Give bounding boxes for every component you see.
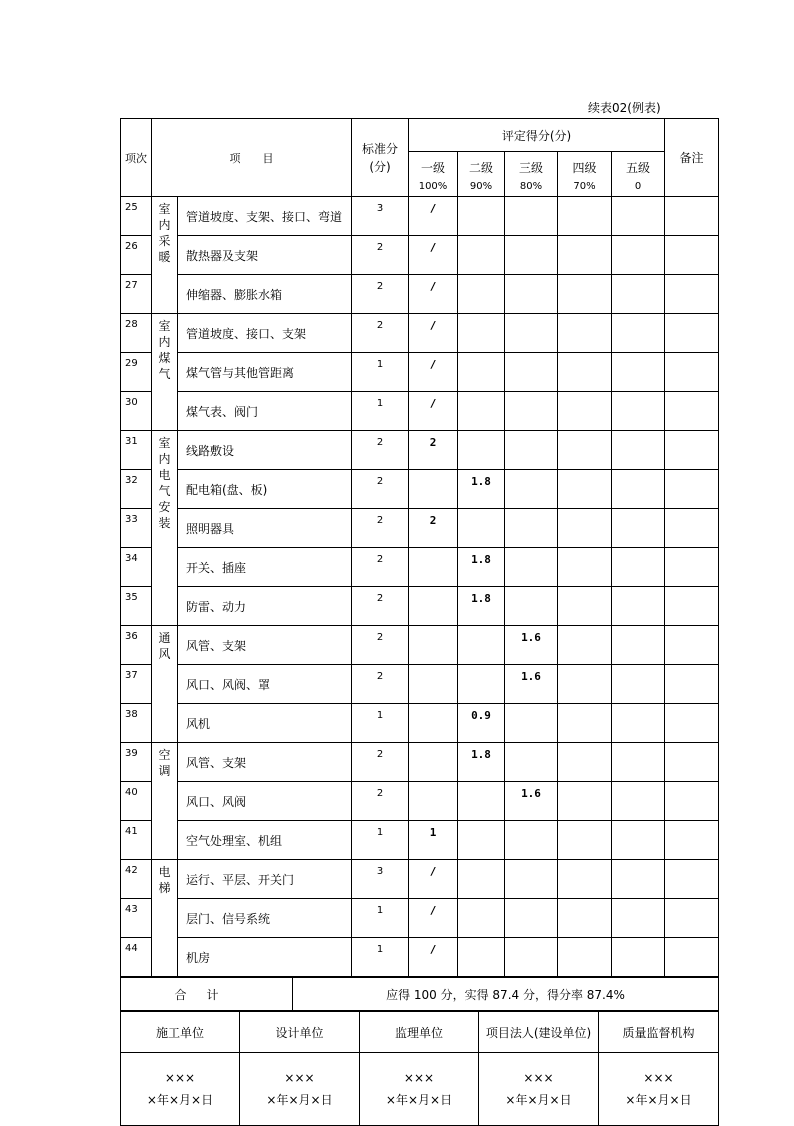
note-cell — [665, 821, 719, 860]
note-cell — [665, 470, 719, 509]
level-score-empty — [505, 821, 558, 860]
signature-table — [120, 1011, 719, 1126]
level-score: 1.6 — [505, 782, 558, 821]
note-cell — [665, 392, 719, 431]
table-row — [121, 548, 719, 587]
level-percent: 100% — [418, 180, 448, 192]
table-row — [121, 392, 719, 431]
level-score-empty — [505, 509, 558, 548]
level-score: / — [409, 236, 458, 275]
level-score-empty — [505, 704, 558, 743]
row-number: 29 — [121, 353, 152, 392]
signature-date: ×年×月×日 — [266, 1093, 333, 1107]
item-name: 配电箱(盘、板) — [178, 470, 352, 509]
row-number: 44 — [121, 938, 152, 977]
level-score-empty — [505, 899, 558, 938]
note-cell — [665, 899, 719, 938]
standard-score: 1 — [352, 392, 409, 431]
note-cell — [665, 548, 719, 587]
level-score-empty — [458, 665, 505, 704]
level-score-empty — [612, 392, 665, 431]
level-name: 五级 — [626, 160, 651, 175]
level-score-empty — [409, 470, 458, 509]
category-cell — [152, 197, 178, 314]
summary-label-text: 合计 — [174, 987, 239, 1002]
level-score-empty — [612, 665, 665, 704]
standard-score: 1 — [352, 821, 409, 860]
level-score-empty — [558, 626, 612, 665]
level-score: 1.8 — [458, 548, 505, 587]
level-score-empty — [458, 509, 505, 548]
signature-name: ××× — [403, 1071, 435, 1085]
standard-score: 2 — [352, 431, 409, 470]
row-number: 28 — [121, 314, 152, 353]
level-score-empty — [409, 665, 458, 704]
note-cell — [665, 782, 719, 821]
row-number: 31 — [121, 431, 152, 470]
level-score-empty — [458, 626, 505, 665]
level-score: / — [409, 899, 458, 938]
row-number: 36 — [121, 626, 152, 665]
header-evaluation: 评定得分(分) — [409, 119, 665, 152]
category-cell — [152, 860, 178, 977]
level-header — [612, 152, 665, 197]
signature-unit: 监理单位 — [360, 1012, 479, 1053]
table-row — [121, 860, 719, 899]
level-score-empty — [612, 821, 665, 860]
table-caption: 续表02(例表) — [588, 101, 661, 115]
level-score-empty — [558, 470, 612, 509]
table-row — [121, 587, 719, 626]
signature-cell — [240, 1053, 360, 1126]
score-table-body — [121, 119, 719, 977]
level-score-empty — [505, 431, 558, 470]
level-score-empty — [612, 353, 665, 392]
level-score-empty — [558, 236, 612, 275]
table-row — [121, 899, 719, 938]
level-score: 1 — [409, 821, 458, 860]
note-cell — [665, 431, 719, 470]
signature-unit: 施工单位 — [121, 1012, 240, 1053]
table-row — [121, 665, 719, 704]
level-score-empty — [612, 509, 665, 548]
level-score-empty — [612, 236, 665, 275]
level-score: 1.8 — [458, 743, 505, 782]
level-score: / — [409, 314, 458, 353]
level-score-empty — [558, 353, 612, 392]
table-row — [121, 431, 719, 470]
summary-table — [120, 977, 719, 1011]
standard-score: 2 — [352, 782, 409, 821]
standard-score: 2 — [352, 626, 409, 665]
level-score-empty — [558, 938, 612, 977]
summary-text: 应得 100 分，实得 87.4 分，得分率 87.4% — [293, 978, 719, 1011]
level-score-empty — [505, 938, 558, 977]
item-name: 防雷、动力 — [178, 587, 352, 626]
level-score-empty — [558, 665, 612, 704]
header-standard-score: 标准分(分) — [352, 119, 409, 197]
row-number: 34 — [121, 548, 152, 587]
level-score-empty — [612, 431, 665, 470]
note-cell — [665, 509, 719, 548]
level-score-empty — [558, 860, 612, 899]
level-score-empty — [505, 236, 558, 275]
standard-score: 3 — [352, 860, 409, 899]
level-name: 二级 — [468, 160, 493, 175]
table-row — [121, 275, 719, 314]
standard-score: 2 — [352, 236, 409, 275]
signature-cell — [360, 1053, 479, 1126]
level-score-empty — [612, 704, 665, 743]
row-number: 26 — [121, 236, 152, 275]
category-label: 室内采暖 — [158, 202, 171, 264]
row-number: 27 — [121, 275, 152, 314]
level-score: 1.6 — [505, 626, 558, 665]
level-name: 三级 — [518, 160, 543, 175]
level-score-empty — [505, 197, 558, 236]
item-name: 散热器及支架 — [178, 236, 352, 275]
level-score-empty — [409, 548, 458, 587]
level-score-empty — [612, 938, 665, 977]
level-score-empty — [558, 197, 612, 236]
note-cell — [665, 236, 719, 275]
row-number: 41 — [121, 821, 152, 860]
table-row — [121, 704, 719, 743]
level-score-empty — [505, 275, 558, 314]
level-percent: 80% — [519, 180, 543, 192]
level-percent: 0 — [634, 180, 642, 192]
level-percent: 70% — [573, 180, 596, 192]
standard-score: 2 — [352, 548, 409, 587]
item-name: 运行、平层、开关门 — [178, 860, 352, 899]
level-score-empty — [558, 704, 612, 743]
level-score: / — [409, 392, 458, 431]
level-score-empty — [458, 314, 505, 353]
signature-body-row — [121, 1053, 719, 1126]
row-number: 43 — [121, 899, 152, 938]
item-name: 风管、支架 — [178, 743, 352, 782]
level-score-empty — [458, 821, 505, 860]
table-row — [121, 821, 719, 860]
level-score-empty — [558, 548, 612, 587]
score-table — [120, 118, 719, 977]
category-cell — [152, 314, 178, 431]
signature-cell — [599, 1053, 719, 1126]
row-number: 38 — [121, 704, 152, 743]
table-row — [121, 470, 719, 509]
signature-date: ×年×月×日 — [625, 1093, 692, 1107]
level-score-empty — [612, 899, 665, 938]
item-name: 管道坡度、支架、接口、弯道 — [178, 197, 352, 236]
level-score-empty — [458, 236, 505, 275]
note-cell — [665, 275, 719, 314]
level-score: 1.8 — [458, 470, 505, 509]
row-number: 32 — [121, 470, 152, 509]
signature-date: ×年×月×日 — [385, 1093, 453, 1107]
level-score-empty — [612, 743, 665, 782]
level-score-empty — [409, 626, 458, 665]
note-cell — [665, 743, 719, 782]
table-row — [121, 353, 719, 392]
level-score-empty — [612, 470, 665, 509]
signature-date: ×年×月×日 — [505, 1093, 572, 1107]
row-number: 37 — [121, 665, 152, 704]
level-header — [458, 152, 505, 197]
level-score: 1.6 — [505, 665, 558, 704]
category-cell — [152, 626, 178, 743]
item-name: 煤气管与其他管距离 — [178, 353, 352, 392]
standard-score: 3 — [352, 197, 409, 236]
table-row — [121, 626, 719, 665]
level-score: 2 — [409, 431, 458, 470]
level-header — [558, 152, 612, 197]
item-name: 层门、信号系统 — [178, 899, 352, 938]
standard-score: 2 — [352, 665, 409, 704]
header-no: 项次 — [121, 119, 152, 197]
standard-score: 2 — [352, 509, 409, 548]
level-score-empty — [458, 197, 505, 236]
note-cell — [665, 314, 719, 353]
level-score-empty — [612, 860, 665, 899]
level-score-empty — [458, 353, 505, 392]
item-name: 开关、插座 — [178, 548, 352, 587]
level-score: 1.8 — [458, 587, 505, 626]
item-name: 照明器具 — [178, 509, 352, 548]
level-percent: 90% — [469, 180, 493, 192]
level-score-empty — [612, 197, 665, 236]
category-label: 室内煤气 — [158, 319, 171, 381]
note-cell — [665, 860, 719, 899]
row-number: 33 — [121, 509, 152, 548]
signature-unit: 设计单位 — [240, 1012, 360, 1053]
level-score-empty — [612, 587, 665, 626]
item-name: 煤气表、阀门 — [178, 392, 352, 431]
level-score-empty — [558, 509, 612, 548]
level-score: / — [409, 275, 458, 314]
header-row — [121, 119, 719, 152]
standard-score: 1 — [352, 938, 409, 977]
level-score-empty — [505, 743, 558, 782]
summary-row — [121, 978, 719, 1011]
level-score-empty — [505, 470, 558, 509]
table-row — [121, 743, 719, 782]
row-number: 30 — [121, 392, 152, 431]
standard-score: 1 — [352, 353, 409, 392]
level-score-empty — [409, 743, 458, 782]
level-score: 0.9 — [458, 704, 505, 743]
standard-score: 2 — [352, 275, 409, 314]
item-name: 机房 — [178, 938, 352, 977]
table-row — [121, 782, 719, 821]
signature-cell — [479, 1053, 599, 1126]
summary-label — [121, 978, 293, 1011]
item-name: 伸缩器、膨胀水箱 — [178, 275, 352, 314]
item-name: 风口、风阀 — [178, 782, 352, 821]
header-note: 备注 — [665, 119, 719, 197]
level-score-empty — [505, 314, 558, 353]
table-row — [121, 314, 719, 353]
level-score: / — [409, 353, 458, 392]
level-score-empty — [505, 860, 558, 899]
level-score: / — [409, 860, 458, 899]
signature-name: ××× — [523, 1071, 554, 1085]
row-number: 25 — [121, 197, 152, 236]
table-row — [121, 236, 719, 275]
signature-unit: 项目法人(建设单位) — [479, 1012, 599, 1053]
level-score-empty — [505, 587, 558, 626]
level-score-empty — [612, 626, 665, 665]
signature-header-row — [121, 1012, 719, 1053]
level-score-empty — [458, 860, 505, 899]
signature-name: ××× — [284, 1071, 315, 1085]
item-name: 风管、支架 — [178, 626, 352, 665]
level-score-empty — [505, 392, 558, 431]
signature-date: ×年×月×日 — [146, 1093, 214, 1107]
row-number: 35 — [121, 587, 152, 626]
header-item: 项 目 — [152, 119, 352, 197]
level-score-empty — [409, 587, 458, 626]
category-label: 电梯 — [158, 865, 171, 895]
level-score-empty — [558, 587, 612, 626]
note-cell — [665, 197, 719, 236]
signature-name: ××× — [643, 1071, 674, 1085]
row-number: 39 — [121, 743, 152, 782]
signature-unit: 质量监督机构 — [599, 1012, 719, 1053]
standard-score: 2 — [352, 470, 409, 509]
row-number: 40 — [121, 782, 152, 821]
signature-cell — [121, 1053, 240, 1126]
item-name: 风口、风阀、罩 — [178, 665, 352, 704]
category-label: 室内电气安装 — [158, 436, 171, 530]
category-label: 通风 — [158, 631, 171, 661]
note-cell — [665, 587, 719, 626]
level-score-empty — [558, 392, 612, 431]
item-name: 管道坡度、接口、支架 — [178, 314, 352, 353]
standard-score: 2 — [352, 587, 409, 626]
standard-score: 2 — [352, 743, 409, 782]
category-label: 空调 — [158, 748, 171, 778]
signature-name: ××× — [164, 1071, 196, 1085]
level-score-empty — [612, 548, 665, 587]
level-score-empty — [558, 782, 612, 821]
level-name: 一级 — [420, 160, 445, 175]
item-name: 空气处理室、机组 — [178, 821, 352, 860]
note-cell — [665, 704, 719, 743]
level-score-empty — [558, 821, 612, 860]
level-header — [505, 152, 558, 197]
score-sheet — [120, 118, 718, 1126]
level-score-empty — [458, 938, 505, 977]
level-score-empty — [458, 275, 505, 314]
level-score-empty — [458, 782, 505, 821]
level-score-empty — [505, 353, 558, 392]
level-score-empty — [558, 314, 612, 353]
level-name: 四级 — [572, 160, 597, 175]
level-score-empty — [558, 899, 612, 938]
note-cell — [665, 353, 719, 392]
level-score: / — [409, 197, 458, 236]
level-score-empty — [409, 704, 458, 743]
level-score: 2 — [409, 509, 458, 548]
note-cell — [665, 626, 719, 665]
level-score-empty — [612, 314, 665, 353]
standard-score: 1 — [352, 704, 409, 743]
item-name: 风机 — [178, 704, 352, 743]
level-score-empty — [505, 548, 558, 587]
row-number: 42 — [121, 860, 152, 899]
level-score-empty — [458, 431, 505, 470]
level-score-empty — [612, 275, 665, 314]
table-row — [121, 197, 719, 236]
category-cell — [152, 743, 178, 860]
level-score-empty — [558, 275, 612, 314]
level-score-empty — [458, 899, 505, 938]
level-score-empty — [558, 431, 612, 470]
standard-score: 2 — [352, 314, 409, 353]
note-cell — [665, 938, 719, 977]
level-score-empty — [409, 782, 458, 821]
category-cell — [152, 431, 178, 626]
level-score-empty — [612, 782, 665, 821]
table-row — [121, 938, 719, 977]
standard-score: 1 — [352, 899, 409, 938]
level-score-empty — [458, 392, 505, 431]
item-name: 线路敷设 — [178, 431, 352, 470]
level-score: / — [409, 938, 458, 977]
level-header — [409, 152, 458, 197]
level-score-empty — [558, 743, 612, 782]
note-cell — [665, 665, 719, 704]
table-row — [121, 509, 719, 548]
